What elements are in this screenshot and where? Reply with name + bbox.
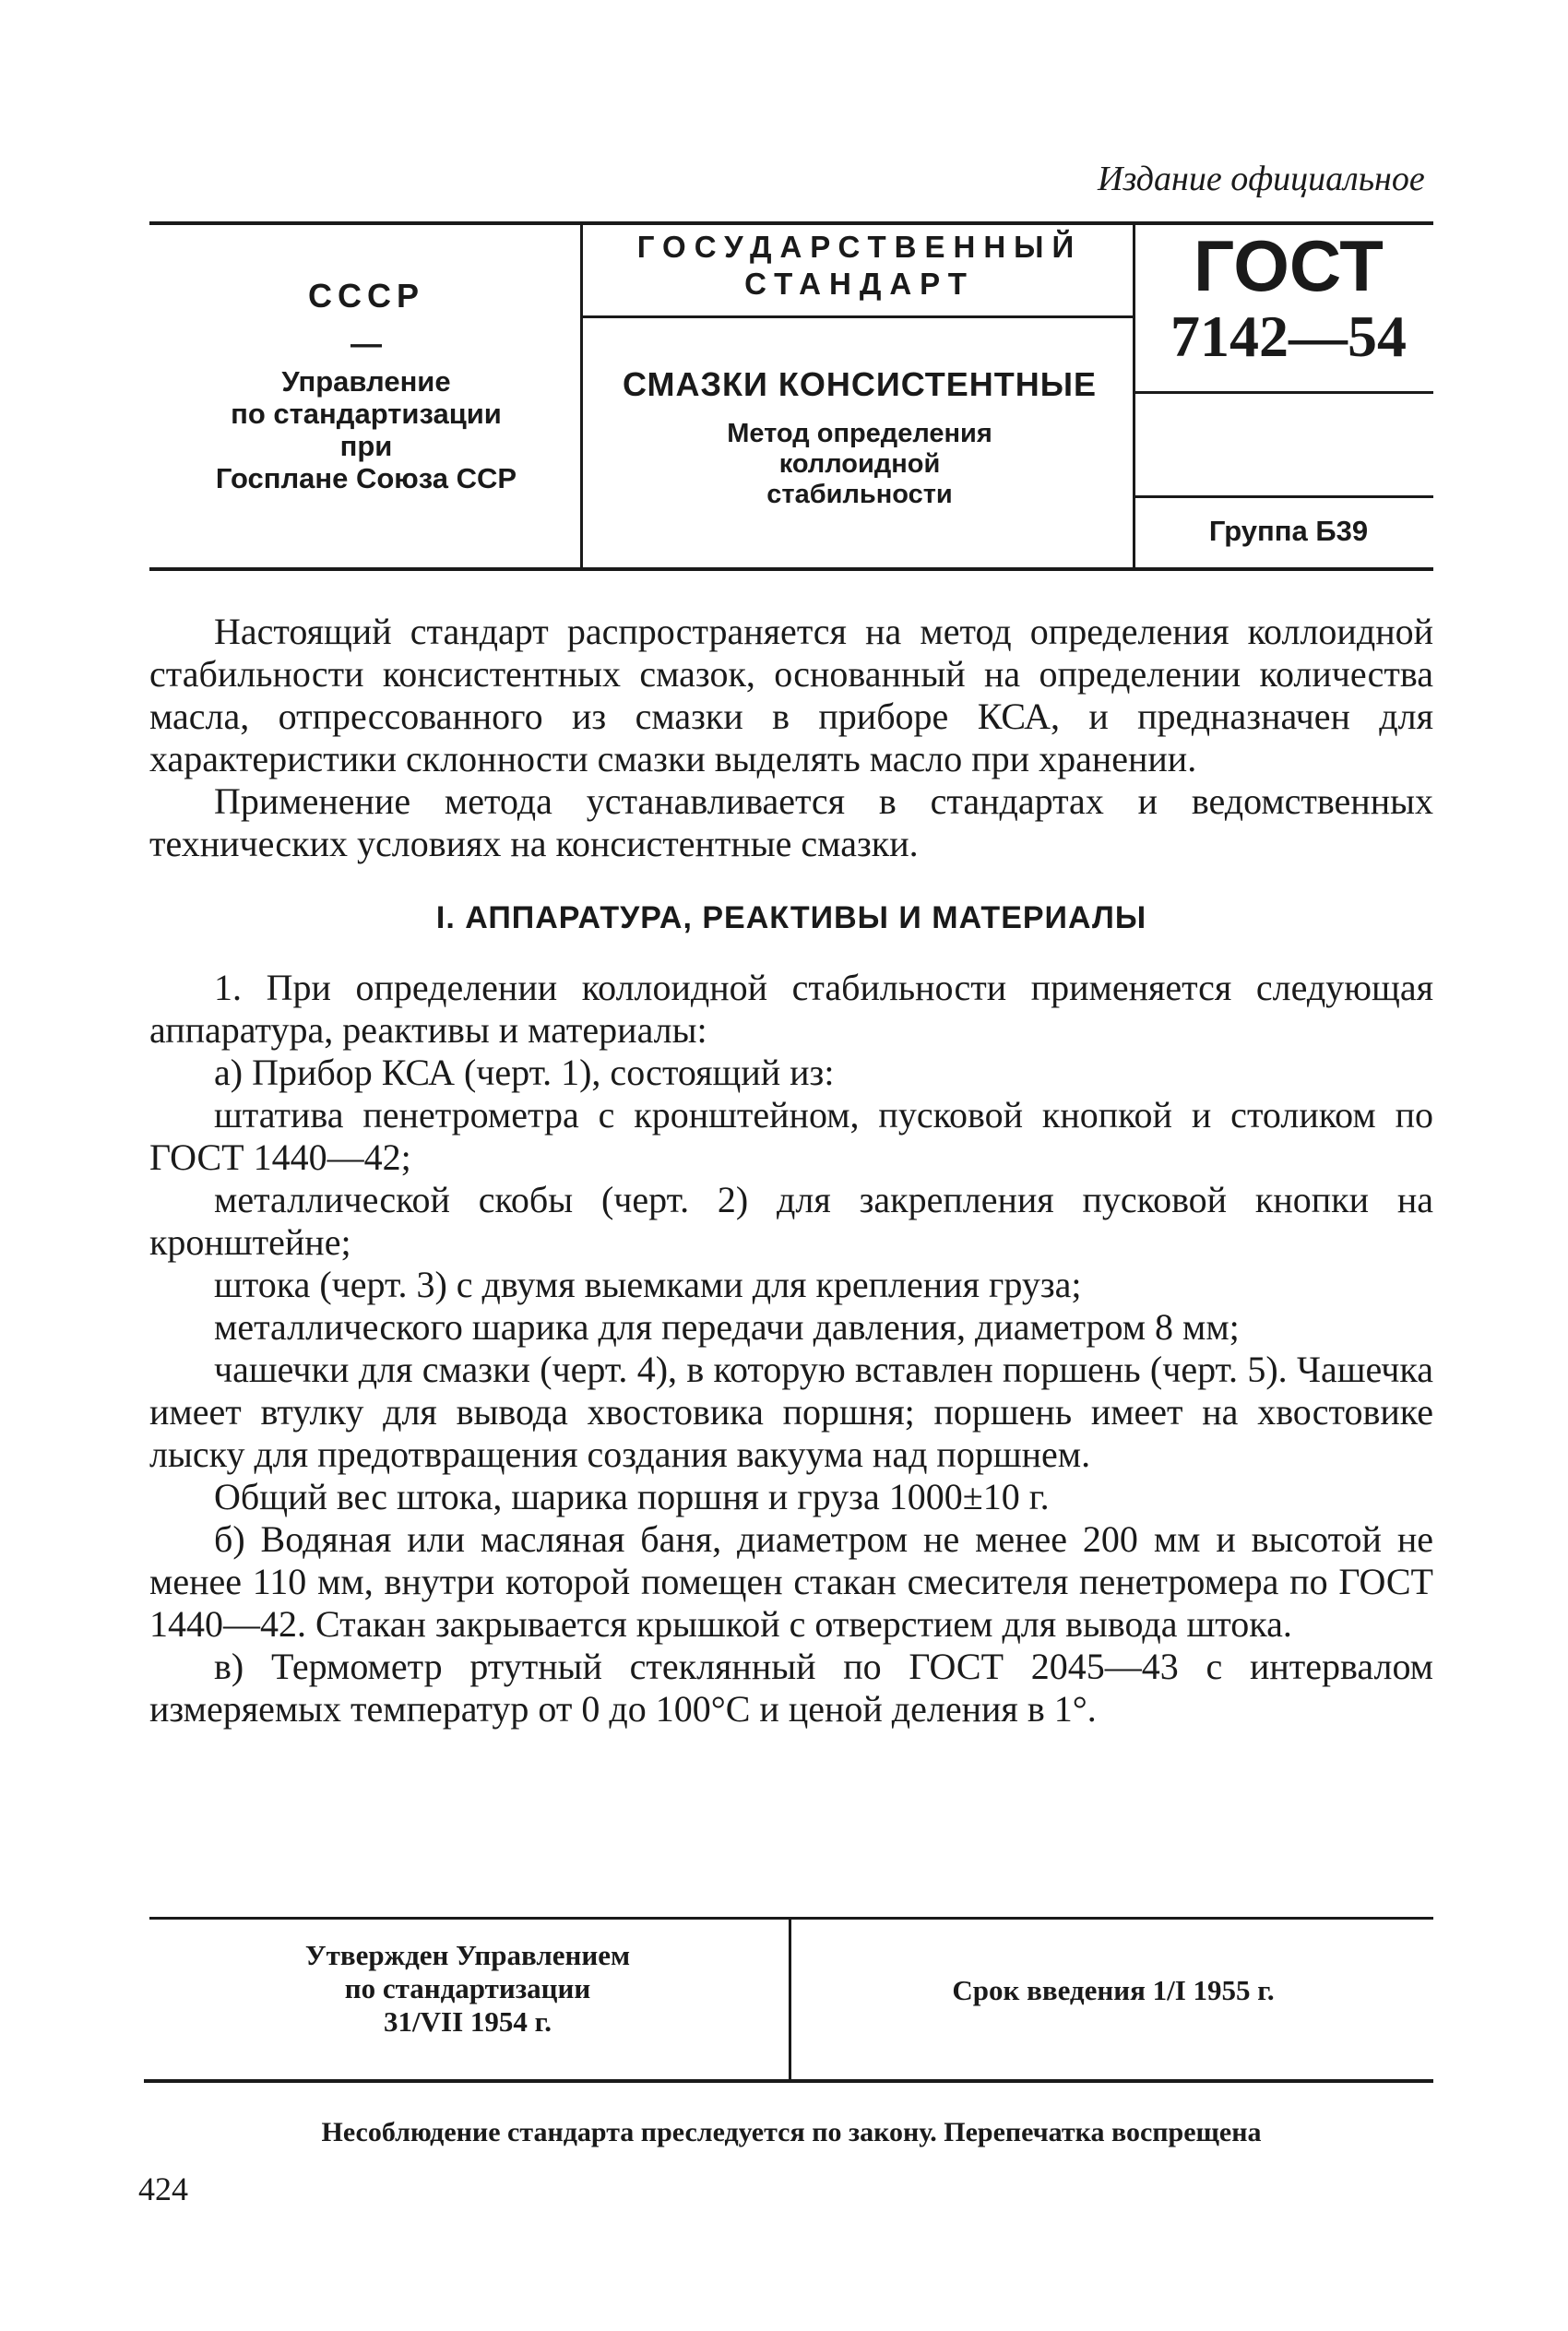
group-code: Группа Б39	[1208, 515, 1369, 547]
approval-line: по стандартизации	[344, 1972, 591, 2004]
list-item: металлического шарика для передачи давления, диаметром 8 мм;	[214, 1306, 1240, 1348]
copyright-notice: Несоблюдение стандарта преследуется по закону. Перепечатка воспрещена	[321, 2117, 1262, 2147]
standard-type-line: СТАНДАРТ	[744, 267, 975, 301]
list-item: Общий вес штока, шарика поршня и груза 1000±10 г.	[214, 1476, 1050, 1517]
country-label: СССР	[307, 277, 424, 315]
gost-designation	[1136, 227, 1441, 369]
list-item: в) Термометр ртутный стеклянный по ГОСТ 2045—43 с интервалом измеряемых температур от 0 до 100°С и ценой деления в 1°.	[149, 1646, 1433, 1730]
country-dash: —	[350, 327, 382, 362]
footer-top-rule	[149, 1917, 1433, 1920]
right-split-rule-2	[1135, 495, 1433, 498]
approval-line: 31/VII 1954 г.	[384, 2005, 552, 2038]
list-item: б) Водяная или масляная баня, диаметром не менее 200 мм и высотой не менее 110 мм, внутри которой помещен стакан смесителя пенетромера по ГОСТ 1440—42. Стакан закрывается крышкой с отверстием для вывода штока.	[149, 1518, 1433, 1645]
list-item: штока (черт. 3) с двумя выемками для крепления груза;	[214, 1264, 1082, 1305]
header-left-cell	[149, 277, 583, 494]
middle-split-rule	[583, 315, 1133, 318]
section-heading: I. АППАРАТУРА, РЕАКТИВЫ И МАТЕРИАЛЫ	[435, 900, 1147, 935]
header-bottom-rule	[149, 567, 1433, 571]
standard-type-line: ГОСУДАРСТВЕННЫЙ	[636, 230, 1083, 264]
header-standard-type	[584, 229, 1135, 303]
right-split-rule-1	[1135, 391, 1433, 394]
list-item: а) Прибор КСА (черт. 1), состоящий из:	[214, 1052, 835, 1093]
subtitle-line: коллоидной	[778, 449, 941, 479]
document-body	[149, 611, 1433, 1730]
footer-divider	[789, 1919, 791, 2079]
org-line: при	[339, 430, 393, 462]
list-item: металлической скобы (черт. 2) для закрепления пусковой кнопки на кронштейне;	[149, 1179, 1433, 1263]
document-title: СМАЗКИ КОНСИСТЕНТНЫЕ	[622, 365, 1098, 403]
org-line: Управление	[281, 365, 451, 398]
list-item: 1. При определении коллоидной стабильности применяется следующая аппаратура, реактивы и материалы:	[149, 967, 1433, 1051]
approval-cell	[149, 1939, 786, 2039]
subtitle-line: Метод определения	[727, 419, 992, 448]
document-subtitle	[584, 419, 1135, 510]
edition-label: Издание официальное	[1098, 160, 1425, 198]
effective-date: Срок введения 1/I 1955 г.	[952, 1974, 1275, 2006]
org-line: по стандартизации	[231, 398, 502, 430]
gost-number: 7142—54	[1170, 303, 1407, 369]
page-number: 424	[138, 2170, 188, 2207]
header-title-cell	[584, 365, 1135, 510]
list-item: чашечки для смазки (черт. 4), в которую вставлен поршень (черт. 5). Чашечка имеет втулку для вывода хвостовика поршня; поршень имеет на хвостовике лыску для предотвращения создания вакуума над поршнем.	[149, 1349, 1433, 1475]
gost-label: ГОСТ	[1194, 225, 1384, 306]
intro-paragraph: Настоящий стандарт распространяется на метод определения коллоидной стабильности консистентных смазок, основанный на определении количества масла, отпрессованного из смазки в приборе КСА, и предназначен для характеристики склонности смазки выделять масло при хранении.	[149, 611, 1433, 779]
subtitle-line: стабильности	[766, 480, 953, 509]
approval-line: Утвержден Управлением	[304, 1939, 631, 1971]
org-line: Госплане Союза ССР	[215, 462, 517, 494]
footer-bottom-rule	[144, 2079, 1433, 2083]
intro-paragraph: Применение метода устанавливается в стандартах и ведомственных технических условиях на консистентные смазки.	[149, 780, 1433, 864]
list-item: штатива пенетрометра с кронштейном, пусковой кнопкой и столиком по ГОСТ 1440—42;	[149, 1094, 1433, 1178]
